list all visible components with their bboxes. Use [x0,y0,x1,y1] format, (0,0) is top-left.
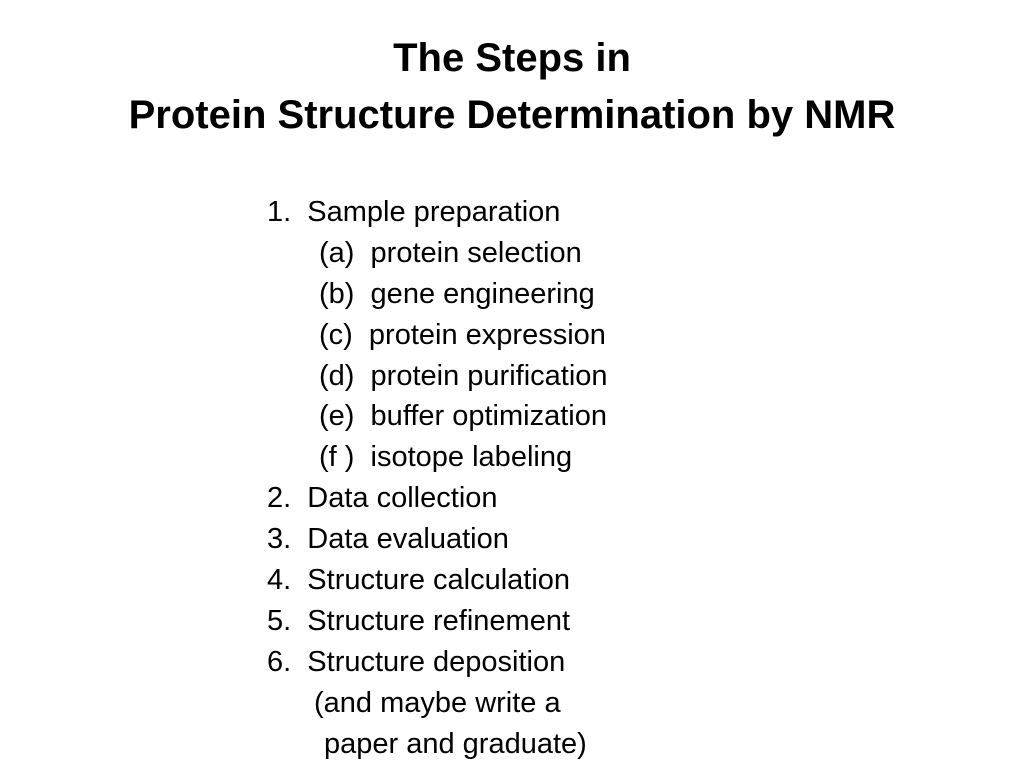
substep-protein-selection: (a) protein selection [319,236,582,269]
substep-buffer-optimization: (e) buffer optimization [319,400,607,433]
step-3-data-evaluation: 3. Data evaluation [267,523,509,556]
substep-isotope-labeling: (f ) isotope labeling [319,441,573,474]
step-6-note-line-1: (and maybe write a [314,686,561,719]
substep-protein-purification: (d) protein purification [319,359,608,392]
steps-list [267,192,608,764]
slide-title [0,30,1024,144]
substep-protein-expression: (c) protein expression [319,318,606,351]
title-line-2: Protein Structure Determination by NMR [128,93,896,137]
step-6-note-line-2: paper and graduate) [324,727,587,760]
step-6-structure-deposition: 6. Structure deposition [267,645,566,678]
substep-gene-engineering: (b) gene engineering [319,277,595,310]
step-4-structure-calculation: 4. Structure calculation [267,564,571,597]
step-2-data-collection: 2. Data collection [267,482,498,515]
title-line-1: The Steps in [393,36,631,80]
step-1-sample-preparation: 1. Sample preparation [267,196,561,228]
step-5-structure-refinement: 5. Structure refinement [267,604,571,637]
